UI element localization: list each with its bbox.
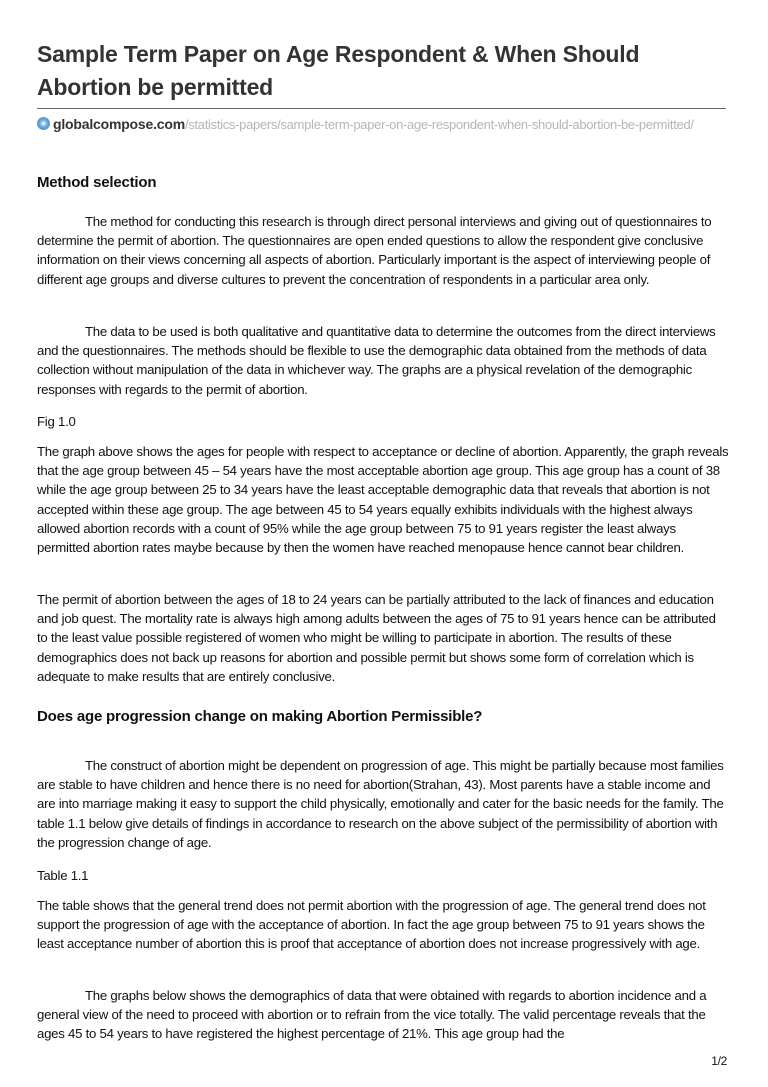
section-heading-age-progression: Does age progression change on making Abortion Permissible? <box>37 708 483 725</box>
figure-caption: Fig 1.0 <box>37 414 76 429</box>
source-url[interactable] <box>37 115 727 134</box>
table-caption: Table 1.1 <box>37 868 89 883</box>
paragraph-graphs-below: The graphs below shows the demographics of data that were obtained with regards to abortion incidence and a general view of the need to proceed with abortion or to refrain from the vice totally. The valid percentage reveals that the ages 45 to 54 years to have registered the highest percentage of 21%. This age group had the <box>37 988 707 1042</box>
source-domain[interactable]: globalcompose.com <box>53 116 185 132</box>
paragraph-graph-analysis-2: The permit of abortion between the ages of 18 to 24 years can be partially attributed to the lack of finances and education and job quest. The mortality rate is always high among adults between the ages of 75 to 91 years hence can be attributed to the least value possible registered of women who might be willing to participate in abortion. The results of these demographics does not back up reasons for abortion and possible permit but shows some form of correlation which is adequate to make results that are entirely conclusive. <box>37 592 716 684</box>
paragraph-method-2: The data to be used is both qualitative and quantitative data to determine the outcomes from the direct interviews and the questionnaires. The methods should be flexible to use the demographic data obtained from the methods of data collection without manipulation of the data in whichever way. The graphs are a physical revelation of the demographic responses with regards to the permit of abortion. <box>37 324 716 397</box>
page-number: 1/2 <box>711 1054 727 1068</box>
document-title: Sample Term Paper on Age Respondent & When Should Abortion be permitted <box>37 41 640 100</box>
title-divider <box>37 108 726 109</box>
section-heading-method-selection: Method selection <box>37 174 157 191</box>
paragraph-method-1: The method for conducting this research is through direct personal interviews and giving out of questionnaires to determine the permit of abortion. The questionnaires are open ended questions to allow the respondent give conclusive information on their views concerning all aspects of abortion. Particularly important is the aspect of interviewing people of different age groups and diverse cultures to prevent the concentration of respondents in a particular area only. <box>37 214 712 287</box>
globe-favicon-icon <box>37 117 50 130</box>
paragraph-graph-analysis-1: The graph above shows the ages for people with respect to acceptance or decline of abortion. Apparently, the graph reveals that the age group between 45 – 54 years have the most acceptable abortion age group. This age group has a count of 38 while the age group between 25 to 34 years have the least acceptable demographic data that reveals that abortion is not accepted within these age group. The age between 45 to 54 years equally exhibits individuals with the highest always allowed abortion records with a count of 95% while the age group between 75 to 91 years register the least always permitted abortion rates maybe because by then the women have reached menopause hence cannot bear children. <box>37 444 729 556</box>
paragraph-age-progression-1: The construct of abortion might be dependent on progression of age. This might be partially because most families are stable to have children and hence there is no need for abortion(Strahan, 43). Most parents have a stable income and are into marriage making it easy to support the child physically, emotionally and cater for the basic needs for the family. The table 1.1 below give details of findings in accordance to research on the above subject of the permissibility of abortion with the progression change of age. <box>37 758 724 850</box>
source-path[interactable]: /statistics-papers/sample-term-paper-on-age-respondent-when-should-abortion-be-permitted/ <box>184 117 694 132</box>
paragraph-table-analysis: The table shows that the general trend does not permit abortion with the progression of age. The general trend does not support the progression of age with the acceptance of abortion. In fact the age group between 75 to 91 years shows the least acceptance number of abortion this is proof that acceptance of abortion does not increase progressively with age. <box>37 898 706 952</box>
